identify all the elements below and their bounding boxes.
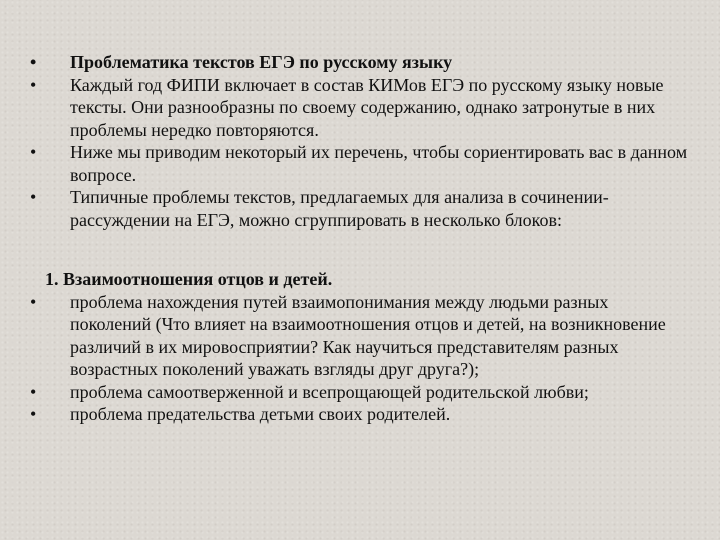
bullet-icon: •	[30, 404, 37, 424]
item-text: Каждый год ФИПИ включает в состав КИМов ЕГЭ по русскому языку новые тексты. Они разнообразны по своему содержанию, однако затронутые в них проблемы нередко повторяются.	[70, 74, 664, 140]
list-item	[0, 74, 720, 142]
bullet-icon: •	[30, 187, 37, 207]
item-text: проблема нахождения путей взаимопонимания между людьми разных поколений (Что влияет на взаимоотношения отцов и детей, на возникновение различий в их мировосприятии? Как научиться представителям разных возрастных поколений уважать взгляды друг друга?);	[70, 291, 666, 379]
list-item	[0, 186, 720, 231]
section-title: 1. Взаимоотношения отцов и детей.	[45, 269, 333, 289]
bullet-icon: •	[30, 142, 37, 162]
item-text: Типичные проблемы текстов, предлагаемых для анализа в сочинении-рассуждении на ЕГЭ, можно сгруппировать в несколько блоков:	[70, 187, 609, 230]
list-item	[0, 381, 720, 404]
bullet-icon: •	[30, 291, 37, 312]
list-item	[0, 291, 720, 381]
item-text: проблема самоотверженной и всепрощающей родительской любви;	[70, 381, 589, 402]
bullet-icon: •	[30, 74, 37, 95]
item-text: Ниже мы приводим некоторый их перечень, чтобы сориентировать вас в данном вопросе.	[70, 142, 688, 185]
section-bullet-list	[0, 291, 720, 426]
list-item	[0, 141, 720, 186]
list-item	[0, 403, 720, 426]
bullet-icon: •	[30, 52, 37, 72]
bullet-icon: •	[30, 381, 37, 402]
heading-text: Проблематика текстов ЕГЭ по русскому языку	[70, 52, 453, 72]
intro-bullet-list	[0, 51, 720, 231]
item-text: проблема предательства детьми своих родителей.	[70, 404, 451, 424]
list-item	[0, 51, 720, 74]
section-relations	[0, 268, 720, 426]
